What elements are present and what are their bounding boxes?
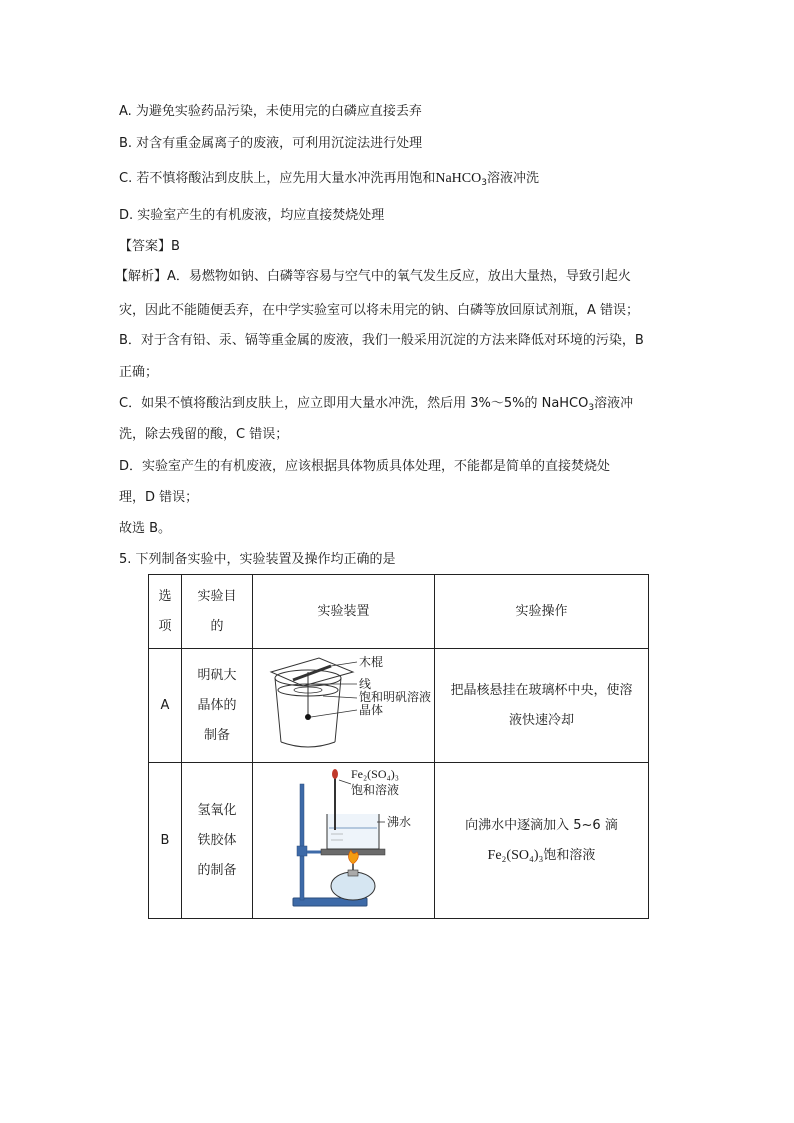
analysis-line-9: 故选 B。 [119, 521, 172, 536]
beaker-bottom [281, 742, 335, 747]
label-boiling-water: 沸水 [387, 814, 412, 829]
analysis-line-3: B．对于含有铅、汞、镉等重金属的废液，我们一般采用沉淀的方法来降低对环境的污染，B [119, 333, 644, 348]
wooden-stick [293, 666, 331, 680]
leader-reagent [339, 780, 351, 784]
row-b-operation-line-2 [435, 841, 648, 871]
row-a-purpose-line-3: 制备 [203, 727, 230, 743]
analysis-line-4: 正确； [119, 365, 159, 380]
header-option-line-2: 项 [158, 618, 172, 634]
analysis-line-2: 灾，因此不能随便丢弃，在中学实验室可以将未用完的钠、白磷等放回原试剂瓶，A 错误； [119, 303, 640, 318]
dropper-bulb [332, 769, 338, 779]
leader-solution [323, 696, 357, 698]
table-header-row [149, 575, 649, 649]
experiment-table [148, 574, 649, 919]
row-a-purpose-line-1: 明矾大 [197, 667, 237, 683]
row-b-operation [435, 763, 649, 919]
label-saturated: 饱和溶液 [351, 782, 400, 797]
analysis-line-7: D．实验室产生的有机废液，应该根据具体物质具体处理，不能都是简单的直接焚烧处 [119, 459, 611, 474]
option-a: A. 为避免实验药品污染，未使用完的白磷应直接丢弃 [119, 104, 422, 119]
question-5-stem: 5. 下列制备实验中，实验装置及操作均正确的是 [119, 552, 396, 567]
header-purpose [182, 575, 253, 649]
row-b-purpose [182, 763, 253, 919]
row-a-operation-line-2: 液快速冷却 [508, 712, 574, 728]
row-a-purpose [182, 649, 253, 763]
analysis-line-5-suffix: 溶液冲 [594, 396, 634, 411]
label-reagent: Fe₂(SO₄)₃ [351, 766, 399, 781]
row-b-operation-formula: Fe₂(SO₄)₃ [487, 847, 544, 863]
label-crystal: 晶体 [359, 702, 384, 717]
row-b-purpose-line-3: 的制备 [197, 862, 237, 878]
stand-rod [300, 784, 304, 900]
row-a-option: A [149, 649, 182, 763]
row-b-option: B [149, 763, 182, 919]
header-purpose-line-1: 实验目 [197, 588, 237, 604]
answer: 【答案】B [119, 239, 180, 254]
lamp-neck [348, 870, 358, 876]
alum-crystal-apparatus-diagram [253, 650, 434, 762]
row-b-operation-line-1: 向沸水中逐滴加入 5~6 滴 [465, 817, 618, 833]
row-a-purpose-line-2: 晶体的 [197, 697, 237, 713]
option-c [119, 170, 539, 192]
option-d: D. 实验室产生的有机废液，均应直接焚烧处理 [119, 208, 385, 223]
header-operation: 实验操作 [435, 575, 649, 649]
row-a-operation [435, 649, 649, 763]
row-b-purpose-line-1: 氢氧化 [197, 802, 237, 818]
leader-stick [331, 662, 357, 666]
crystal-seed [305, 714, 311, 720]
analysis-line-5 [119, 395, 633, 417]
label-stick: 木棍 [359, 654, 384, 669]
option-c-suffix: 溶液冲洗 [486, 171, 539, 186]
analysis-line-8: 理，D 错误； [119, 490, 199, 505]
table-row-b [149, 763, 649, 919]
header-option [149, 575, 182, 649]
leader-crystal [311, 710, 357, 717]
table-row-a [149, 649, 649, 763]
label-thread: 线 [359, 676, 372, 691]
row-a-apparatus [253, 649, 435, 763]
row-b-apparatus [253, 763, 435, 919]
option-c-prefix: C. 若不慎将酸沾到皮肤上，应先用大量水冲洗再用饱和 [119, 171, 436, 186]
header-option-line-1: 选 [158, 588, 172, 604]
row-b-purpose-line-2: 铁胶体 [197, 832, 237, 848]
option-c-formula-subscript: 3 [481, 178, 487, 188]
header-apparatus: 实验装置 [253, 575, 435, 649]
header-purpose-line-2: 的 [210, 618, 224, 634]
colloid-apparatus-diagram [253, 764, 434, 918]
analysis-line-5-prefix: C．如果不慎将酸沾到皮肤上，应立即用大量水冲洗，然后用 3%～5%的 NaHCO [119, 396, 589, 411]
option-b: B. 对含有重金属离子的废液，可利用沉淀法进行处理 [119, 136, 423, 151]
analysis-line-6: 洗，除去残留的酸，C 错误； [119, 427, 289, 442]
stand-clamp [297, 846, 307, 856]
label-solution: 饱和明矾溶液 [359, 689, 432, 704]
option-c-formula: NaHCO [435, 171, 482, 186]
row-b-operation-suffix: 饱和溶液 [543, 847, 596, 863]
row-a-operation-line-1: 把晶核悬挂在玻璃杯中央，使溶 [450, 682, 633, 698]
analysis-line-5-subscript: 3 [588, 403, 595, 413]
analysis-line-1: 【解析】A．易燃物如钠、白磷等容易与空气中的氧气发生反应，放出大量热，导致引起火 [115, 269, 631, 284]
